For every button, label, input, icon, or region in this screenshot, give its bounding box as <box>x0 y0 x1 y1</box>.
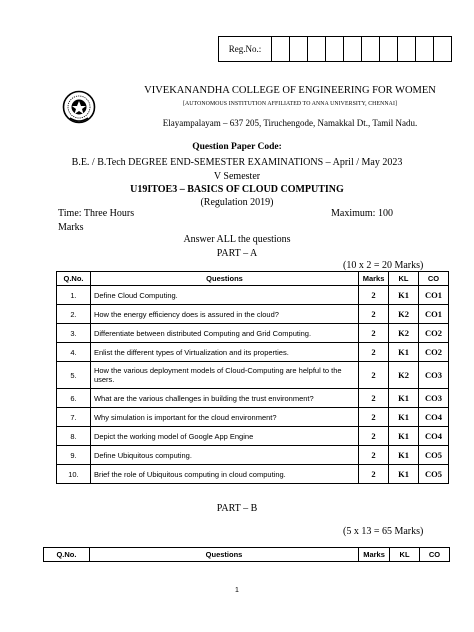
question-marks: 2 <box>359 389 389 408</box>
header-kl: KL <box>389 272 419 286</box>
question-kl: K1 <box>389 427 419 446</box>
question-kl: K2 <box>389 324 419 343</box>
table-row <box>57 465 449 484</box>
question-number: 1. <box>57 286 91 305</box>
part-a-title: PART – A <box>216 248 258 259</box>
header-qno: Q.No. <box>44 548 90 562</box>
question-co: CO3 <box>418 362 448 389</box>
reg-no-cell <box>398 37 416 61</box>
question-number: 10. <box>57 465 91 484</box>
question-co: CO3 <box>418 389 448 408</box>
question-kl: K1 <box>389 286 419 305</box>
reg-no-label: Reg.No.: <box>219 37 272 61</box>
college-logo <box>62 90 96 124</box>
question-marks: 2 <box>359 465 389 484</box>
regulation: (Regulation 2019) <box>200 197 274 208</box>
header-kl: KL <box>390 548 420 562</box>
question-marks: 2 <box>359 362 389 389</box>
college-name: VIVEKANANDHA COLLEGE OF ENGINEERING FOR WOMEN <box>144 85 436 96</box>
part-b-title: PART – B <box>216 503 258 514</box>
question-text: Define Cloud Computing. <box>90 286 358 305</box>
question-number: 3. <box>57 324 91 343</box>
header-marks: Marks <box>359 272 389 286</box>
question-text: Depict the working model of Google App Engine <box>90 427 358 446</box>
question-marks: 2 <box>359 286 389 305</box>
reg-no-cell <box>344 37 362 61</box>
reg-no-cell <box>416 37 434 61</box>
header-co: CO <box>420 548 450 562</box>
autonomous-line: [AUTONOMOUS INSTITUTION AFFILIATED TO ANNA UNIVERSITY, CHENNAI] <box>182 101 398 107</box>
table-header-row <box>44 548 450 562</box>
header-questions: Questions <box>89 548 358 562</box>
question-kl: K2 <box>389 362 419 389</box>
part-a-table <box>56 271 449 484</box>
table-row <box>57 427 449 446</box>
question-co: CO4 <box>418 427 448 446</box>
question-number: 4. <box>57 343 91 362</box>
question-marks: 2 <box>359 324 389 343</box>
instruction: Answer ALL the questions <box>183 234 291 245</box>
table-row <box>57 408 449 427</box>
marks-word: Marks <box>58 222 84 233</box>
question-marks: 2 <box>359 427 389 446</box>
question-kl: K1 <box>389 408 419 427</box>
question-text: Differentiate between distributed Computing and Grid Computing. <box>90 324 358 343</box>
question-number: 2. <box>57 305 91 324</box>
table-row <box>57 343 449 362</box>
table-row <box>57 446 449 465</box>
semester: V Semester <box>213 171 261 182</box>
question-kl: K1 <box>389 389 419 408</box>
reg-no-cell <box>290 37 308 61</box>
question-kl: K1 <box>389 343 419 362</box>
maximum-marks: Maximum: 100 <box>331 208 393 219</box>
reg-no-cell <box>326 37 344 61</box>
question-text: How the various deployment models of Cloud-Computing are helpful to the users. <box>90 362 358 389</box>
question-marks: 2 <box>359 408 389 427</box>
table-row <box>57 286 449 305</box>
exam-time: Time: Three Hours <box>58 208 135 219</box>
reg-no-box <box>218 36 452 62</box>
table-row <box>57 362 449 389</box>
header-qno: Q.No. <box>57 272 91 286</box>
table-row <box>57 324 449 343</box>
question-co: CO2 <box>418 324 448 343</box>
question-marks: 2 <box>359 343 389 362</box>
question-kl: K1 <box>389 465 419 484</box>
table-header-row <box>57 272 449 286</box>
question-co: CO1 <box>418 286 448 305</box>
question-co: CO2 <box>418 343 448 362</box>
header-questions: Questions <box>90 272 358 286</box>
question-text: Brief the role of Ubiquitous computing in cloud computing. <box>90 465 358 484</box>
question-co: CO4 <box>418 408 448 427</box>
question-number: 7. <box>57 408 91 427</box>
question-text: Why simulation is important for the cloud environment? <box>90 408 358 427</box>
header-co: CO <box>418 272 448 286</box>
reg-no-cell <box>434 37 451 61</box>
table-row <box>57 305 449 324</box>
question-kl: K2 <box>389 305 419 324</box>
question-text: How the energy efficiency does is assured in the cloud? <box>90 305 358 324</box>
question-number: 6. <box>57 389 91 408</box>
part-b-table <box>43 547 450 562</box>
course-title: U19ITOE3 – BASICS OF CLOUD COMPUTING <box>130 184 344 195</box>
part-b-marks-summary: (5 x 13 = 65 Marks) <box>343 526 424 537</box>
question-co: CO1 <box>418 305 448 324</box>
header-marks: Marks <box>359 548 390 562</box>
question-text: What are the various challenges in building the trust environment? <box>90 389 358 408</box>
reg-no-cell <box>380 37 398 61</box>
reg-no-cell <box>308 37 326 61</box>
table-row <box>57 389 449 408</box>
question-number: 9. <box>57 446 91 465</box>
page-number: 1 <box>235 587 239 594</box>
question-text: Define Ubiquitous computing. <box>90 446 358 465</box>
question-co: CO5 <box>418 446 448 465</box>
question-co: CO5 <box>418 465 448 484</box>
question-paper-code: Question Paper Code: <box>192 142 282 152</box>
college-address: Elayampalayam – 637 205, Tiruchengode, Namakkal Dt., Tamil Nadu. <box>162 118 418 128</box>
question-marks: 2 <box>359 446 389 465</box>
question-marks: 2 <box>359 305 389 324</box>
reg-no-cell <box>272 37 290 61</box>
reg-no-cell <box>362 37 380 61</box>
question-number: 8. <box>57 427 91 446</box>
question-kl: K1 <box>389 446 419 465</box>
question-text: Enlist the different types of Virtualization and its properties. <box>90 343 358 362</box>
part-a-marks-summary: (10 x 2 = 20 Marks) <box>343 260 424 271</box>
exam-title: B.E. / B.Tech DEGREE END-SEMESTER EXAMINATIONS – April / May 2023 <box>71 157 403 168</box>
question-number: 5. <box>57 362 91 389</box>
